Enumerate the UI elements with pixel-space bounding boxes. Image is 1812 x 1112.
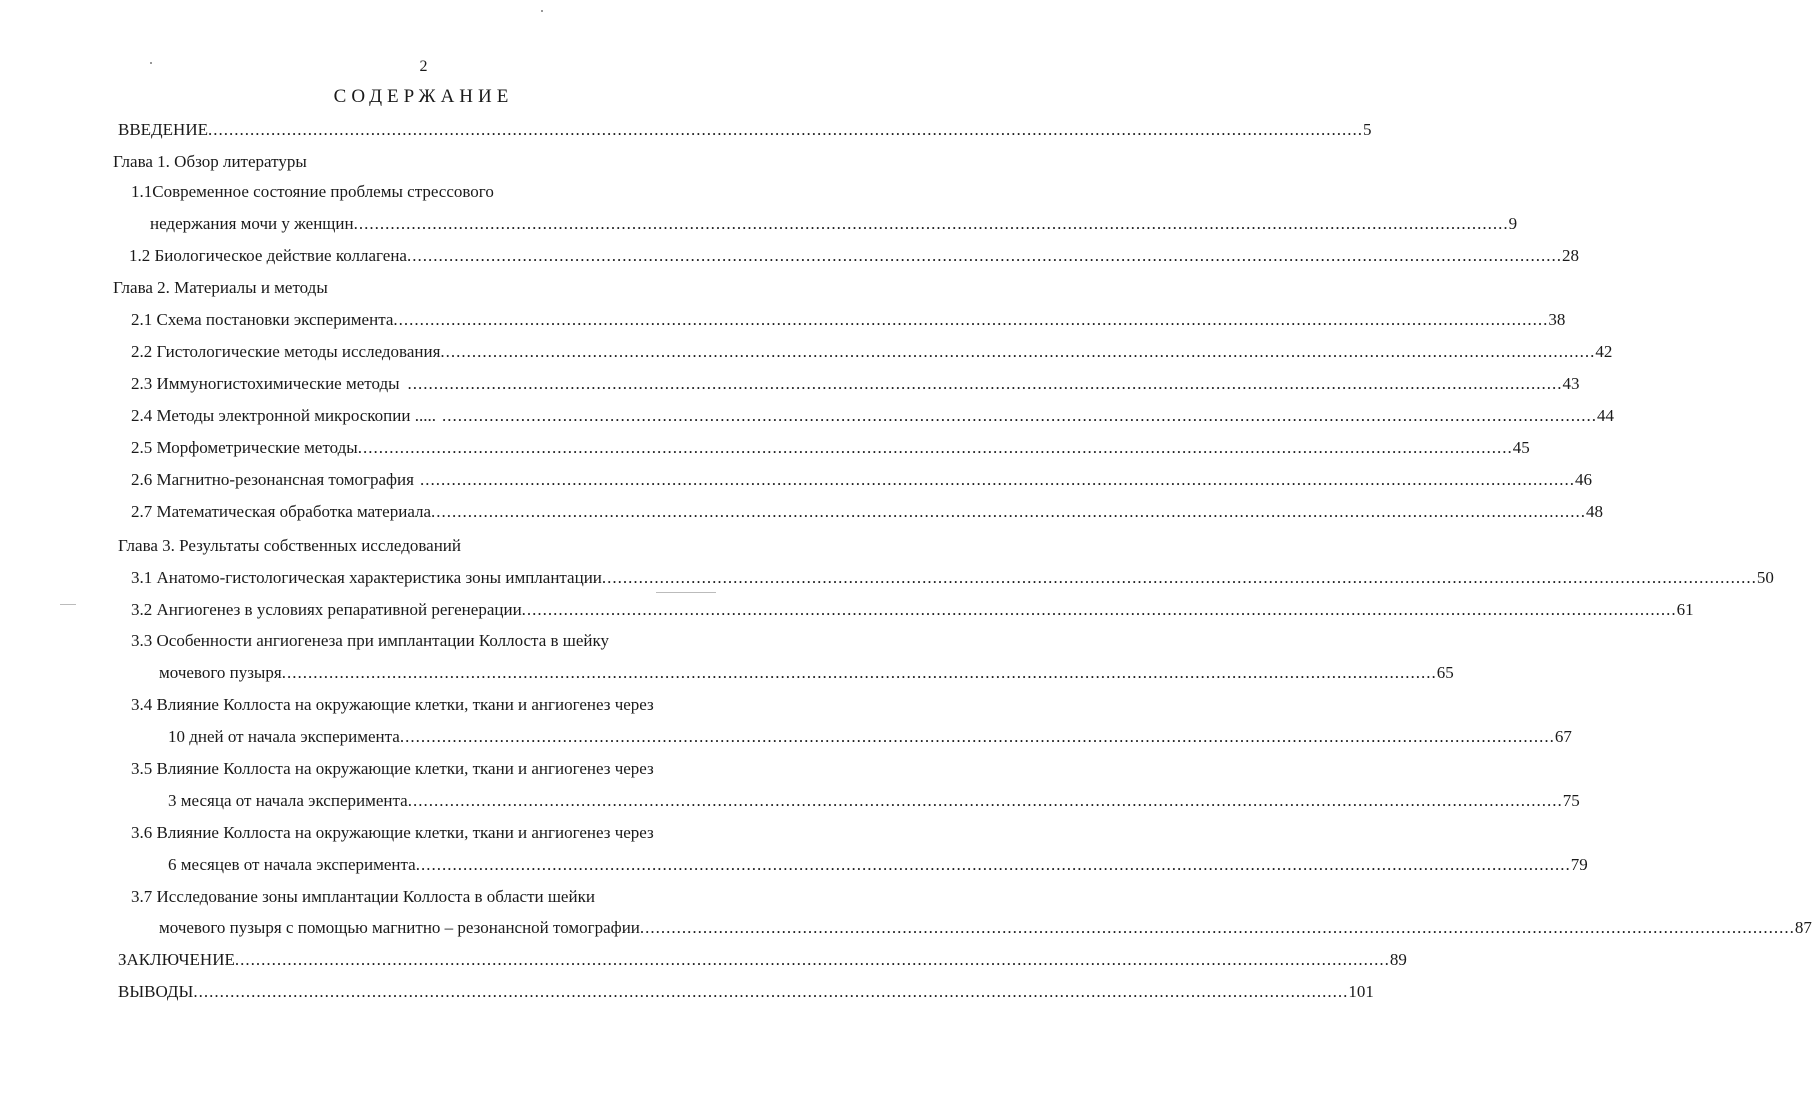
dot-leader: ............................................................................................................................................................................................................................ <box>440 342 1596 361</box>
toc-entry-page: 79 <box>1570 855 1588 874</box>
toc-entry-page: 46 <box>1574 470 1592 489</box>
dot-leader: ............................................................................................................................................................................................................................ <box>601 568 1757 587</box>
dot-leader: ............................................................................................................................................................................................................................ <box>419 470 1575 489</box>
dot-leader: ............................................................................................................................................................................................................................ <box>521 600 1677 619</box>
toc-entry <box>168 725 1572 749</box>
toc-entry-title: 3.2 Ангиогенез в условиях репаративной регенерации <box>131 600 522 619</box>
toc-entry <box>131 436 1530 460</box>
toc-entry <box>118 118 1372 142</box>
toc-entry-page: 75 <box>1562 791 1580 810</box>
toc-entry-page: 28 <box>1561 246 1579 265</box>
toc-chapter-heading <box>118 534 461 558</box>
toc-entry <box>168 853 1588 877</box>
dot-leader: ............................................................................................................................................................................................................................ <box>639 918 1795 937</box>
toc-entry-page: 89 <box>1389 950 1407 969</box>
scan-mark <box>656 592 716 593</box>
toc-entry-title: 2.5 Морфометрические методы <box>131 438 358 457</box>
dot-leader: ............................................................................................................................................................................................................................ <box>406 246 1562 265</box>
toc-entry <box>131 500 1604 524</box>
toc-entry-title: Глава 3. Результаты собственных исследований <box>118 536 461 555</box>
dot-leader: ............................................................................................................................................................................................................................ <box>207 120 1363 139</box>
toc-entry-title: 3.3 Особенности ангиогенеза при имплантации Коллоста в шейку <box>131 631 610 650</box>
toc-entry <box>131 308 1566 332</box>
toc-entry-page: 87 <box>1794 918 1812 937</box>
toc-entry <box>129 244 1579 268</box>
toc-entry-page: 101 <box>1348 982 1374 1001</box>
toc-entry-title: 2.1 Схема постановки эксперимента <box>131 310 394 329</box>
toc-entry-title: 1.1Современное состояние проблемы стрессового <box>131 182 494 201</box>
toc-entry <box>131 821 654 845</box>
toc-entry-title: недержания мочи у женщин <box>150 214 354 233</box>
toc-entry <box>131 629 609 653</box>
toc-entry-page: 65 <box>1436 663 1454 682</box>
toc-entry <box>131 404 1614 428</box>
toc-entry <box>131 340 1613 364</box>
toc-entry <box>131 693 654 717</box>
dot-leader: ............................................................................................................................................................................................................................ <box>281 663 1437 682</box>
toc-entry <box>118 980 1374 1004</box>
toc-entry <box>131 885 595 909</box>
toc-chapter-heading <box>113 150 307 174</box>
toc-entry <box>131 566 1774 590</box>
dot-leader: ............................................................................................................................................................................................................................ <box>399 727 1555 746</box>
toc-entry-page: 42 <box>1595 342 1613 361</box>
toc-chapter-heading <box>113 276 328 300</box>
dot-leader: ............................................................................................................................................................................................................................ <box>415 855 1571 874</box>
toc-entry-title: Глава 2. Материалы и методы <box>113 278 328 297</box>
dot-leader: ............................................................................................................................................................................................................................ <box>234 950 1390 969</box>
toc-entry-page: 61 <box>1676 600 1694 619</box>
scan-speck <box>541 10 543 12</box>
dot-leader: ............................................................................................................................................................................................................................ <box>357 438 1513 457</box>
dot-leader: ............................................................................................................................................................................................................................ <box>193 982 1349 1001</box>
toc-entry <box>131 468 1592 492</box>
toc-entry-title: 2.3 Иммуногистохимические методы <box>131 374 400 393</box>
toc-entry <box>118 948 1407 972</box>
toc-entry <box>168 789 1580 813</box>
toc-entry-title: 3.7 Исследование зоны имплантации Коллоста в области шейки <box>131 887 595 906</box>
toc-entry-page: 45 <box>1512 438 1530 457</box>
page-title: СОДЕРЖАНИЕ <box>333 86 514 107</box>
toc-entry-page: 67 <box>1554 727 1572 746</box>
toc-entry <box>131 757 654 781</box>
dot-leader: ............................................................................................................................................................................................................................ <box>353 214 1509 233</box>
toc-entry-title: 6 месяцев от начала эксперимента <box>168 855 416 874</box>
dot-leader: ............................................................................................................................................................................................................................ <box>393 310 1549 329</box>
toc-entry <box>131 180 494 204</box>
toc-entry-title: ВВЕДЕНИЕ <box>118 120 208 139</box>
page-number: 2 <box>419 58 428 75</box>
toc-entry <box>159 916 1812 940</box>
toc-entry-page: 50 <box>1756 568 1774 587</box>
toc-entry-title: Глава 1. Обзор литературы <box>113 152 307 171</box>
toc-entry-title: 2.6 Магнитно-резонансная томография <box>131 470 414 489</box>
dot-leader: ............................................................................................................................................................................................................................ <box>431 502 1587 521</box>
toc-entry-title: 2.7 Математическая обработка материала <box>131 502 432 521</box>
toc-entry <box>131 372 1580 396</box>
toc-entry-title: ВЫВОДЫ <box>118 982 194 1001</box>
toc-entry-title: 2.4 Методы электронной микроскопии ..... <box>131 406 436 425</box>
toc-entry-title: 1.2 Биологическое действие коллагена <box>129 246 407 265</box>
toc-entry-page: 38 <box>1548 310 1566 329</box>
toc-entry-title: ЗАКЛЮЧЕНИЕ <box>118 950 235 969</box>
toc-entry-page: 43 <box>1562 374 1580 393</box>
toc-entry-title: 3.1 Анатомо-гистологическая характеристика зоны имплантации <box>131 568 602 587</box>
dot-leader: ............................................................................................................................................................................................................................ <box>441 406 1597 425</box>
toc-entry-page: 5 <box>1362 120 1372 139</box>
dot-leader: ............................................................................................................................................................................................................................ <box>407 374 1563 393</box>
toc-entry-page: 9 <box>1508 214 1518 233</box>
toc-entry-title: 3.6 Влияние Коллоста на окружающие клетки, ткани и ангиогенез через <box>131 823 654 842</box>
toc-entry-title: 3.5 Влияние Коллоста на окружающие клетки, ткани и ангиогенез через <box>131 759 654 778</box>
scan-speck <box>150 62 152 64</box>
toc-entry-title: 3.4 Влияние Коллоста на окружающие клетки, ткани и ангиогенез через <box>131 695 654 714</box>
toc-entry <box>150 212 1518 236</box>
toc-entry-title: 3 месяца от начала эксперимента <box>168 791 408 810</box>
toc-entry-title: 10 дней от начала эксперимента <box>168 727 400 746</box>
toc-entry <box>159 661 1454 685</box>
dot-leader: ............................................................................................................................................................................................................................ <box>407 791 1563 810</box>
toc-entry-page: 48 <box>1586 502 1604 521</box>
toc-entry <box>131 598 1694 622</box>
scan-mark <box>60 604 76 605</box>
toc-entry-title: 2.2 Гистологические методы исследования <box>131 342 441 361</box>
toc-entry-title: мочевого пузыря <box>159 663 282 682</box>
toc-entry-title: мочевого пузыря с помощью магнитно – резонансной томографии <box>159 918 640 937</box>
toc-entry-page: 44 <box>1596 406 1614 425</box>
